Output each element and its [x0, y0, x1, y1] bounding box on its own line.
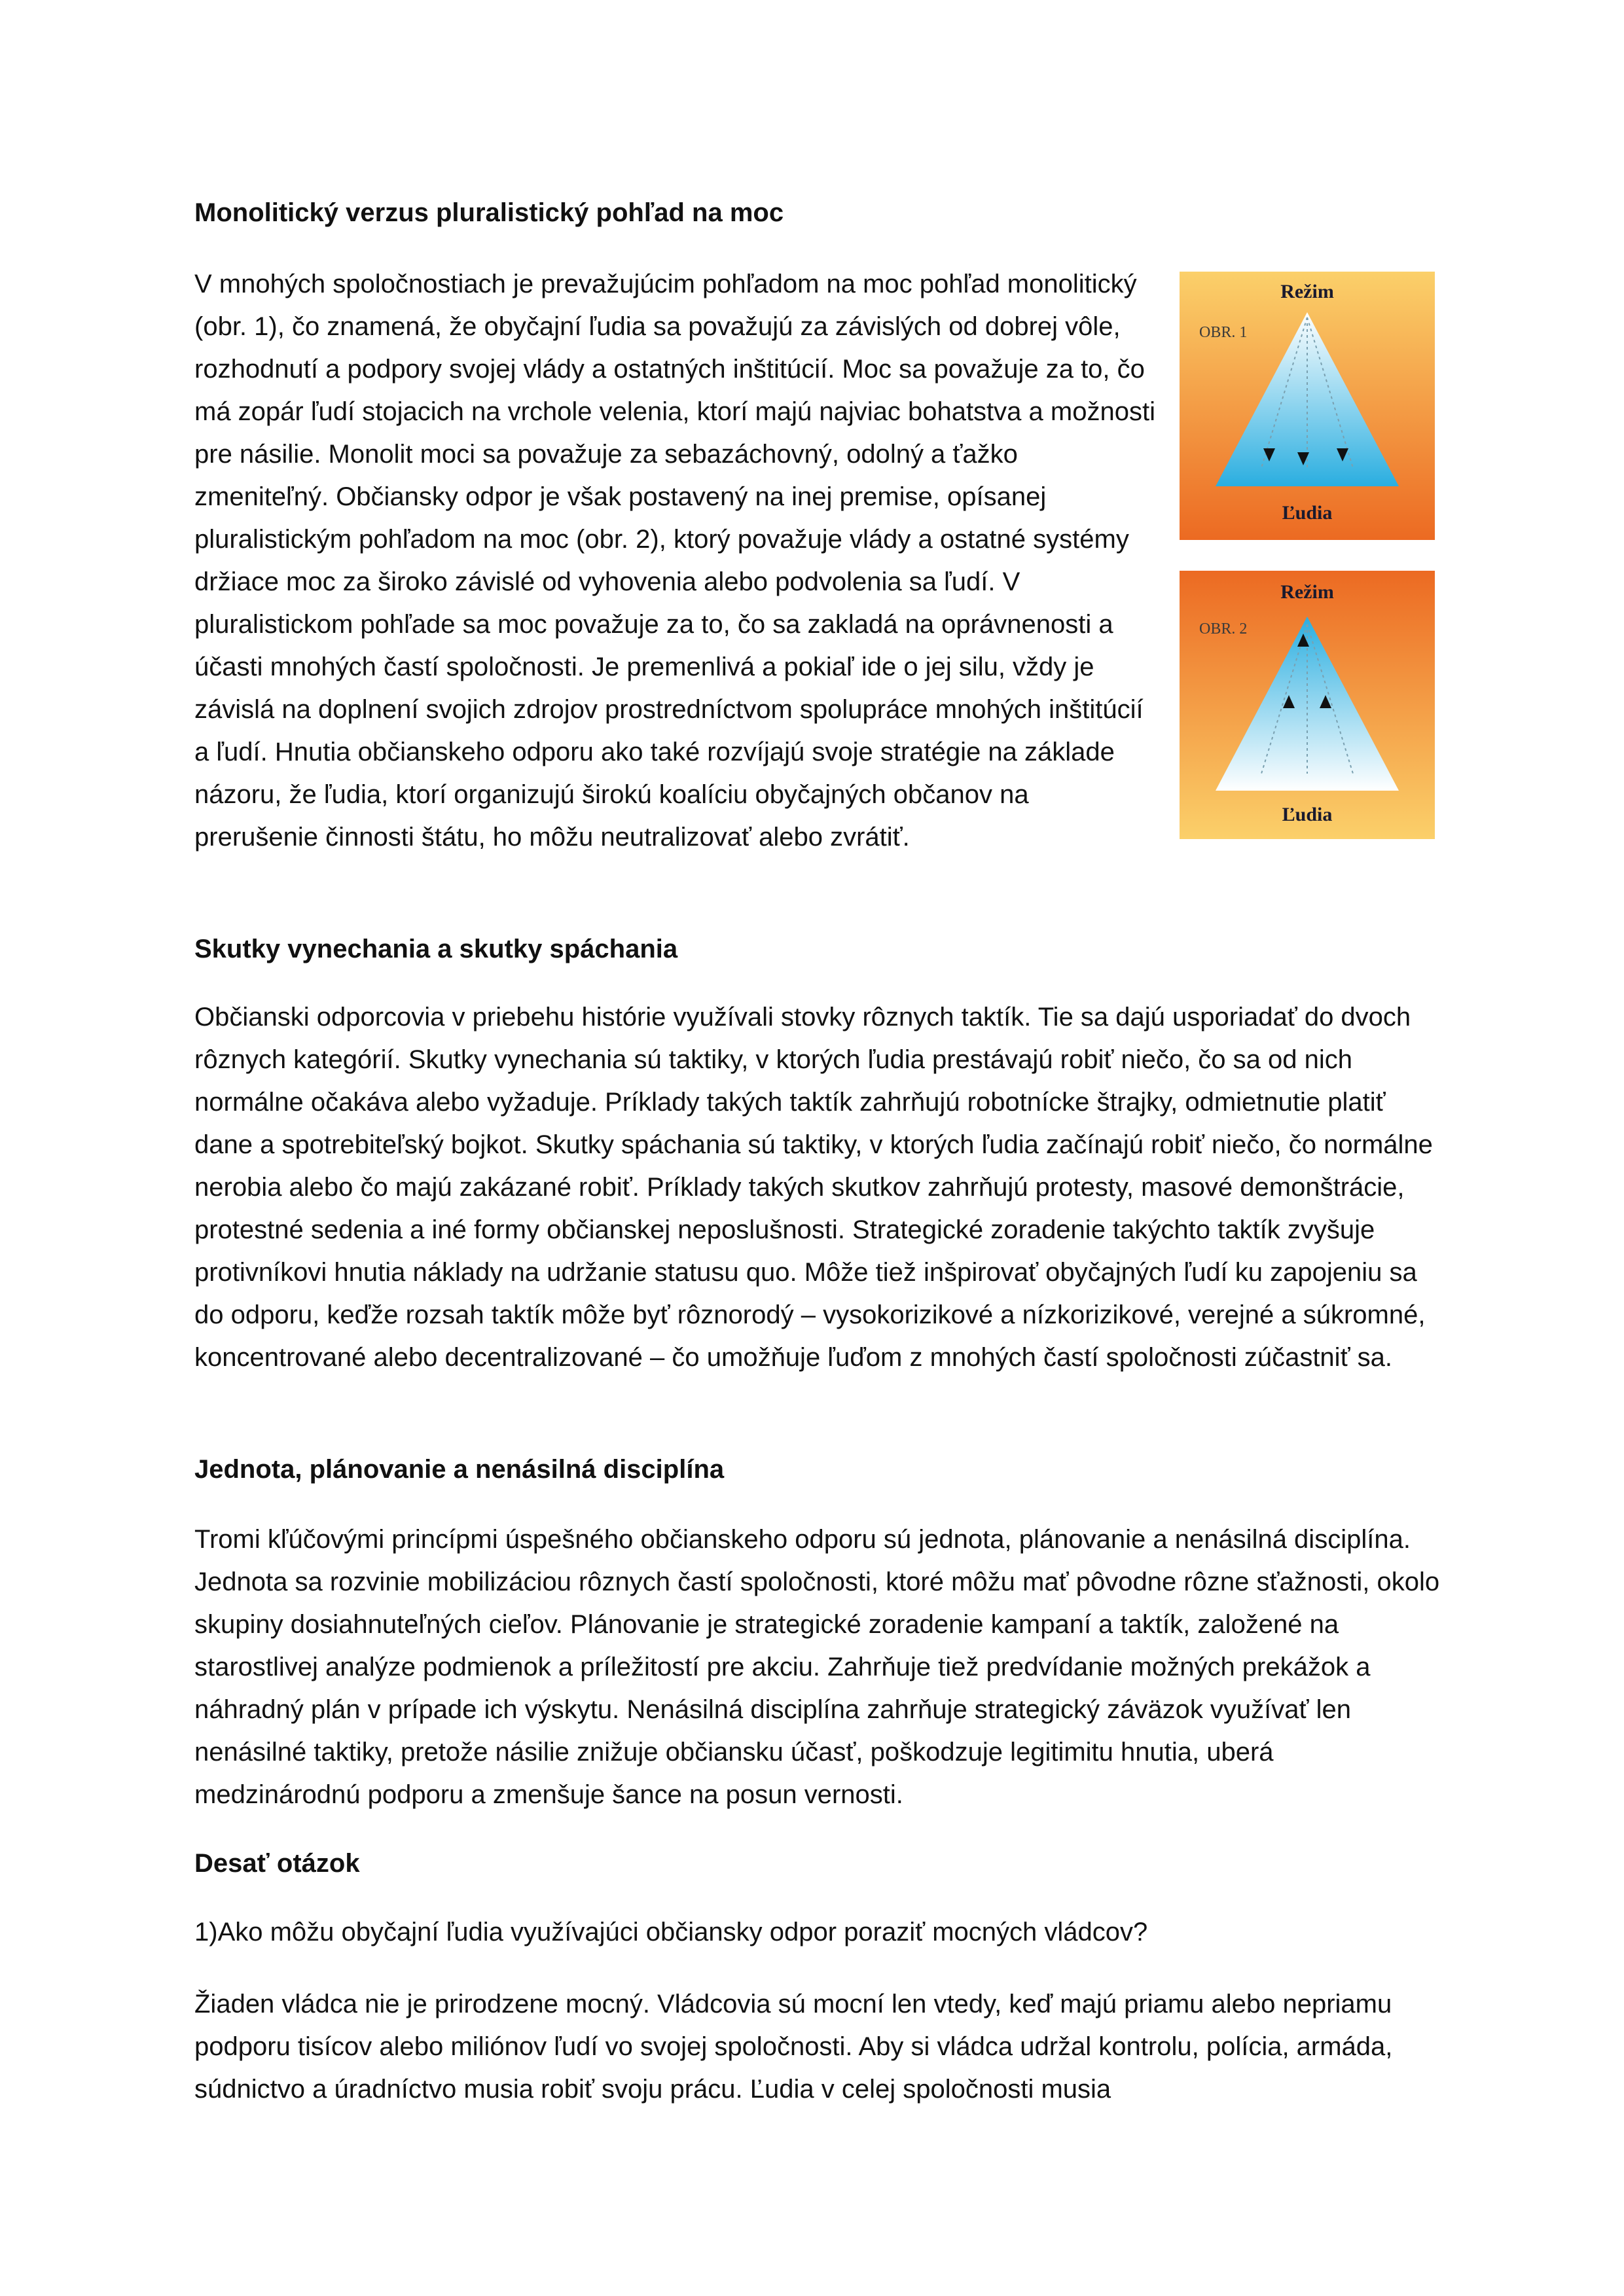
figure-pluralistic-pyramid [1180, 571, 1435, 839]
figure-label: OBR. 2 [1199, 620, 1248, 637]
figure-top-label: Režim [1280, 581, 1334, 603]
figure-bottom-label: Ľudia [1282, 502, 1333, 524]
figure-top-label: Režim [1280, 281, 1334, 302]
section-heading-omission-commission: Skutky vynechania a skutky spáchania [194, 935, 678, 963]
section-heading-unity-planning: Jednota, plánovanie a nenásilná disciplína [194, 1455, 725, 1484]
paragraph-monolithic: V mnohých spoločnostiach je prevažujúcim pohľadom na moc pohľad monolitický (obr. 1), čo znamená, že obyčajní ľudia sa považujú za závislých od dobrej vôle, rozhodnutí a podpory svojej vlády a ostatných inštitúcií. Moc sa považuje za to, čo má zopár ľudí stojacich na vrchole velenia, ktorí majú najviac bohatstva a možnosti pre násilie. Monolit moci sa považuje za sebazáchovný, odolný a ťažko zmeniteľný. Občiansky odpor je však postavený na inej premise, opísanej pluralistickým pohľadom na moc (obr. 2), ktorý považuje vlády a ostatné systémy držiace moc za široko závislé od vyhovenia alebo podvolenia sa ľudí. V pluralistickom pohľade sa moc považuje za to, čo sa zakladá na oprávnenosti a účasti mnohých častí spoločnosti. Je premenlivá a pokiaľ ide o jej silu, vždy je závislá na doplnení svojich zdrojov prostredníctvom spolupráce mnohých inštitúcií a ľudí. Hnutia občianskeho odporu ako také rozvíjajú svoje stratégie na základe názoru, že ľudia, ktorí organizujú širokú koalíciu obyčajných občanov na prerušenie činnosti štátu, ho môžu neutralizovať alebo zvrátiť. [194, 270, 1155, 852]
section-heading-ten-questions: Desať otázok [194, 1849, 360, 1878]
paragraph-answer-1: Žiaden vládca nie je prirodzene mocný. Vládcovia sú mocní len vtedy, keď majú priamu alebo nepriamu podporu tisícov alebo miliónov ľudí vo svojej spoločnosti. Aby si vládca udržal kontrolu, polícia, armáda, súdnictvo a úradníctvo musia robiť svoju prácu. Ľudia v celej spoločnosti musia [194, 1990, 1393, 2104]
question-1: 1)Ako môžu obyčajní ľudia využívajúci občiansky odpor poraziť mocných vládcov? [194, 1918, 1148, 1946]
figure-monolithic-pyramid [1180, 272, 1435, 540]
paragraph-omission-commission: Občianski odporcovia v priebehu histórie využívali stovky rôznych taktík. Tie sa dajú usporiadať do dvoch rôznych kategórií. Skutky vynechania sú taktiky, v ktorých ľudia prestávajú robiť niečo, čo sa od nich normálne očakáva alebo vyžaduje. Príklady takých taktík zahrňujú robotnícke štrajky, odmietnutie platiť dane a spotrebiteľský bojkot. Skutky spáchania sú taktiky, v ktorých ľudia začínajú robiť niečo, čo normálne nerobia alebo čo majú zakázané robiť. Príklady takých skutkov zahrňujú protesty, masové demonštrácie, protestné sedenia a iné formy občianskej neposlušnosti. Strategické zoradenie takýchto taktík zvyšuje protivníkovi hnutia náklady na udržanie statusu quo. Môže tiež inšpirovať obyčajných ľudí ku zapojeniu sa do odporu, keďže rozsah taktík môže byť rôznorodý – vysokorizikové a nízkorizikové, verejné a súkromné, koncentrované alebo decentralizované – čo umožňuje ľuďom z mnohých častí spoločnosti zúčastniť sa. [194, 1003, 1433, 1372]
paragraph-unity-planning: Tromi kľúčovými princípmi úspešného občianskeho odporu sú jednota, plánovanie a nenásilná disciplína. Jednota sa rozvinie mobilizáciou rôznych častí spoločnosti, ktoré môžu mať pôvodne rôzne sťažnosti, okolo skupiny dosiahnuteľných cieľov. Plánovanie je strategické zoradenie kampaní a taktík, založené na starostlivej analýze podmienok a príležitostí pre akciu. Zahrňuje tiež predvídanie možných prekážok a náhradný plán v prípade ich výskytu. Nenásilná disciplína zahrňuje strategický záväzok využívať len nenásilné taktiky, pretože násilie znižuje občiansku účasť, poškodzuje legitimitu hnutia, uberá medzinárodnú podporu a zmenšuje šance na posun vernosti. [194, 1525, 1440, 1809]
figure-bottom-label: Ľudia [1282, 804, 1333, 825]
figure-label: OBR. 1 [1199, 324, 1248, 341]
section-heading-monolithic: Monolitický verzus pluralistický pohľad na moc [194, 198, 784, 227]
